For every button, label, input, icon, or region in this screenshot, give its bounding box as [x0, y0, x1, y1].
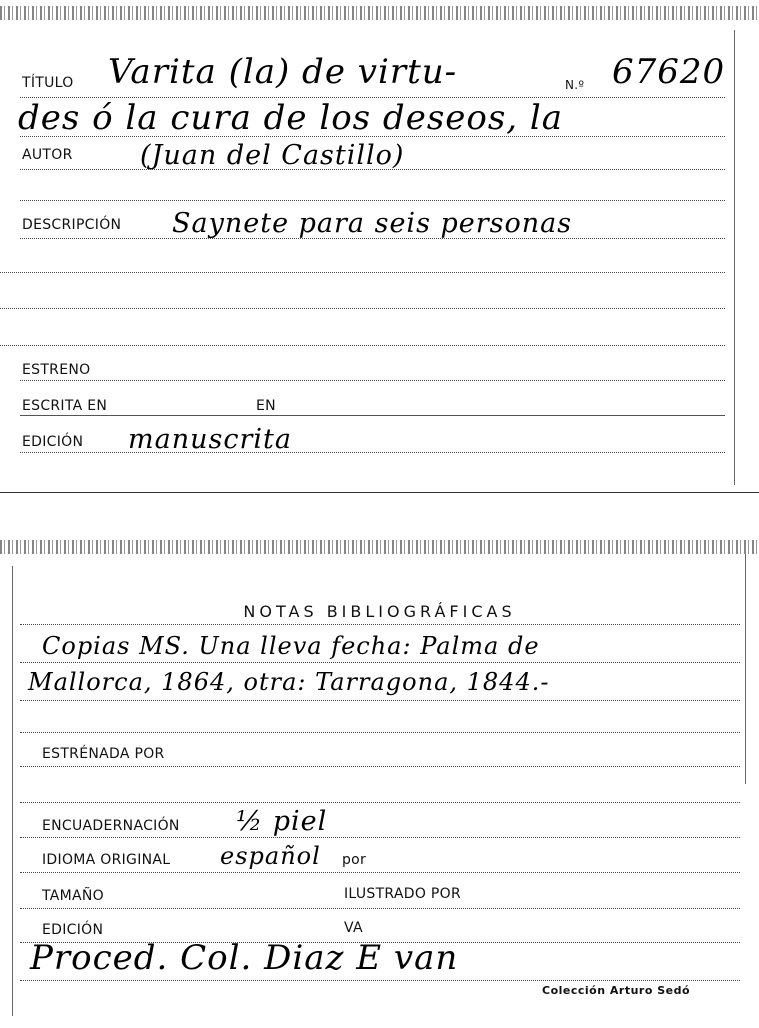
encuadernacion-label: ENCUADERNACIÓN [42, 818, 180, 834]
torn-edge [0, 6, 759, 20]
blank-rule [0, 272, 725, 273]
descripcion-rule [20, 238, 725, 239]
numero-value: 67620 [612, 52, 726, 92]
descripcion-value: Saynete para seis personas [172, 208, 573, 239]
idioma-rule [20, 872, 740, 873]
va-label: VA [344, 920, 363, 936]
tamano-label: TAMAÑO [42, 888, 104, 904]
card-border-right [745, 554, 746, 784]
autor-label: AUTOR [22, 147, 73, 163]
proced-rule [20, 980, 740, 981]
blank-rule [0, 308, 725, 309]
card-divider [0, 492, 759, 493]
edicion-label-bottom: EDICIÓN [42, 922, 104, 938]
card-border-left [12, 566, 13, 1016]
notas-heading: NOTAS BIBLIOGRÁFICAS [243, 602, 516, 621]
idioma-value: español [220, 842, 321, 870]
edicion-value: manuscrita [128, 424, 292, 455]
titulo-value-line1: Varita (la) de virtu- [108, 52, 458, 92]
catalog-card-top [0, 0, 759, 495]
heading-rule [20, 624, 740, 625]
blank-rule [20, 200, 725, 201]
notes-line-1: Copias MS. Una lleva fecha: Palma de [42, 632, 540, 660]
escrita-rule [20, 415, 725, 416]
torn-edge [0, 540, 759, 554]
blank-rule [20, 802, 740, 803]
estrenada-rule [20, 766, 740, 767]
autor-value: (Juan del Castillo) [140, 140, 405, 171]
edicion-label: EDICIÓN [22, 434, 84, 450]
collection-credit: Colección Arturo Sedó [542, 984, 691, 997]
edicion-rule [20, 452, 725, 453]
notes-line-2: Mallorca, 1864, otra: Tarragona, 1844.- [28, 668, 550, 696]
estrenada-label: ESTRÉNADA POR [42, 746, 165, 762]
ink-blot [372, 912, 410, 938]
titulo-rule-2 [20, 136, 725, 137]
card-border [734, 30, 735, 485]
escrita-en-label: ESCRITA EN [22, 398, 108, 414]
numero-label: N.º [565, 78, 585, 92]
descripcion-label: DESCRIPCIÓN [22, 217, 122, 233]
encuadernacion-rule [20, 837, 740, 838]
estreno-rule [20, 380, 725, 381]
autor-rule [20, 169, 725, 170]
encuadernacion-value: ½ piel [236, 806, 328, 837]
blank-rule [0, 345, 725, 346]
proced-value: Proced. Col. Diaz E van [30, 938, 459, 978]
blank-rule [20, 732, 740, 733]
titulo-label: TÍTULO [22, 75, 74, 91]
por-label: por [342, 852, 367, 868]
estreno-label: ESTRENO [22, 362, 91, 378]
catalog-card-bottom [0, 540, 759, 1028]
notes-rule-2 [20, 700, 740, 701]
en-label: EN [256, 398, 276, 414]
titulo-value-line2: des ó la cura de los deseos, la [18, 98, 564, 138]
ilustrado-label: ILUSTRADO POR [344, 886, 461, 902]
notes-rule-1 [20, 662, 740, 663]
tamano-rule [20, 908, 740, 909]
idioma-label: IDIOMA ORIGINAL [42, 852, 171, 868]
